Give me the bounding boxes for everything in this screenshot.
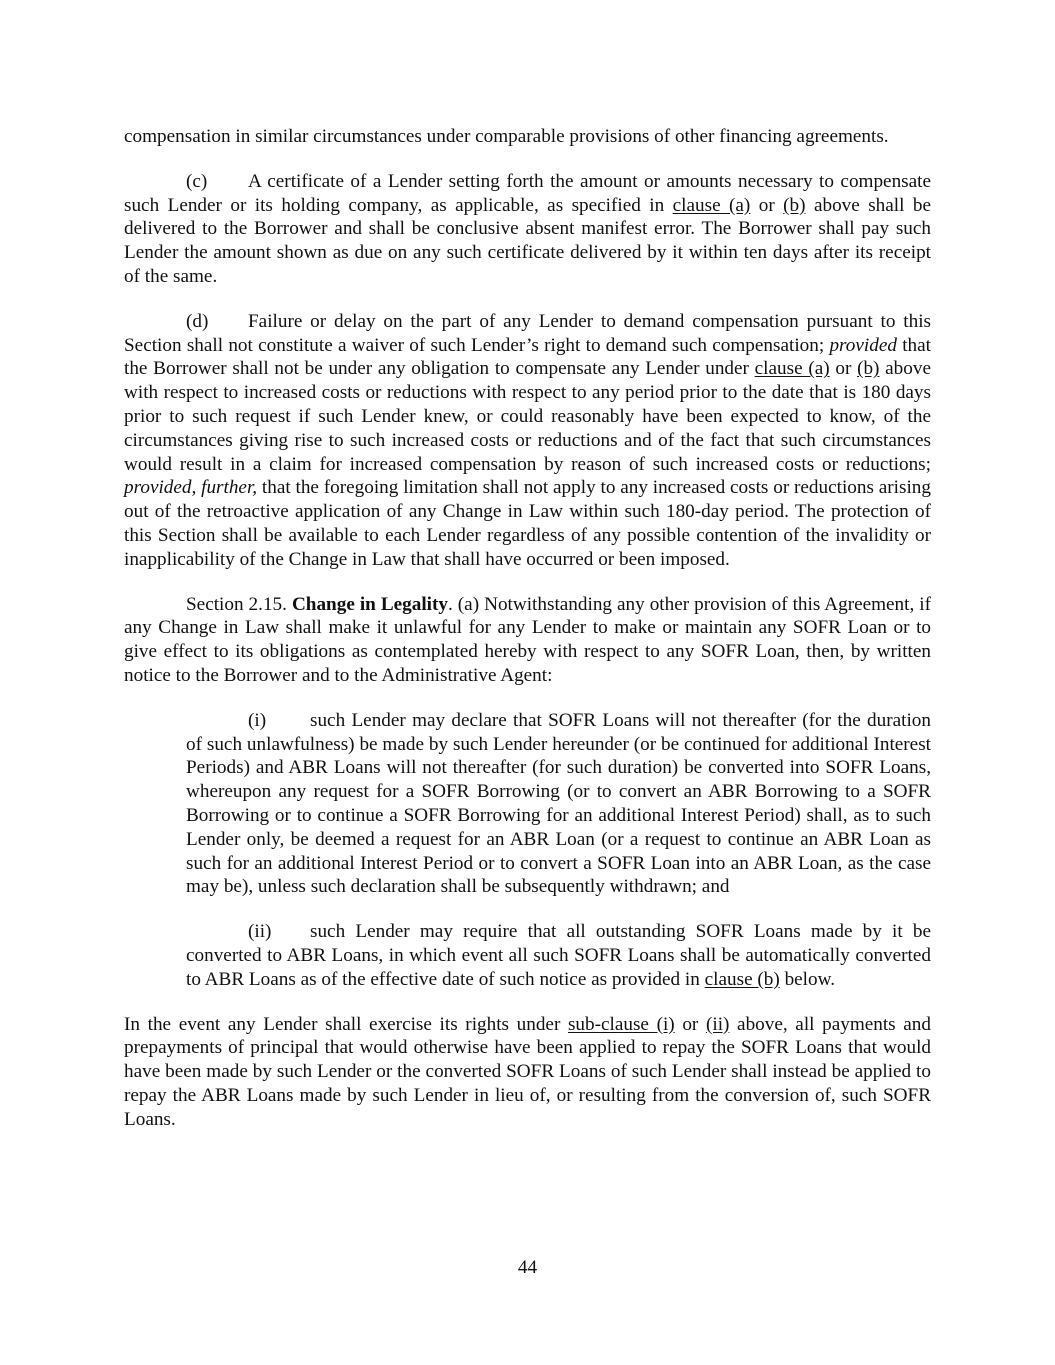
- clause-a-reference: clause (a): [754, 358, 830, 380]
- provided-further-term: provided, further,: [124, 477, 258, 499]
- section-number: Section 2.15.: [186, 593, 292, 615]
- clause-a-reference: clause (a): [672, 194, 751, 216]
- clause-b-reference: clause (b): [704, 968, 780, 990]
- clause-label-i: (i): [248, 709, 267, 731]
- paragraph-final: In the event any Lender shall exercise its rights under sub-clause (i) or (ii) above, all payments and prepayments of principal that would otherwise have been applied to repay the SOFR Loans that would have been made by such Lender or the converted SOFR Loans of such Lender shall instead be applied to repay the ABR Loans made by such Lender in lieu of, or resulting from the conversion of, such SOFR Loans.: [124, 1013, 931, 1130]
- provided-term: provided: [829, 334, 897, 356]
- paragraph-continuation: compensation in similar circumstances under comparable provisions of other financing agreements.: [124, 126, 889, 147]
- sub-clause-i-reference: sub-clause (i): [567, 1013, 675, 1035]
- section-heading: Change in Legality: [291, 593, 448, 615]
- document-page: [124, 125, 931, 1131]
- clause-b-reference: (b): [783, 194, 806, 216]
- clause-b-reference: (b): [857, 358, 880, 380]
- clause-label-ii: (ii): [248, 921, 272, 943]
- paragraph-d: (d) Failure or delay on the part of any Lender to demand compensation pursuant to this Section shall not constitute a waiver of such Lender’s right to demand such compensation; provided that the Borrower shall not be under any obligation to compensate any Lender under clause (a) or (b) above with respect to increased costs or reductions with respect to any period prior to the date that is 180 days prior to such request if such Lender knew, or could reasonably have been expected to know, of the circumstances giving rise to such increased costs or reductions and of the fact that such circumstances would result in a claim for increased compensation by reason of such increased costs or reductions; provided, further, that the foregoing limitation shall not apply to any increased costs or reductions arising out of the retroactive application of any Change in Law within such 180-day period. The protection of this Section shall be available to each Lender regardless of any possible contention of the invalidity or inapplicability of the Change in Law that shall have occurred or been imposed.: [124, 310, 931, 570]
- page-number: 44: [517, 1257, 538, 1278]
- paragraph-c: (c) A certificate of a Lender setting forth the amount or amounts necessary to compensate such Lender or its holding company, as applicable, as specified in clause (a) or (b) above shall be delivered to the Borrower and shall be conclusive absent manifest error. The Borrower shall pay such Lender the amount shown as due on any such certificate delivered by it within ten days after its receipt of the same.: [124, 170, 931, 287]
- subclause-ii: (ii) such Lender may require that all outstanding SOFR Loans made by it be converted to ABR Loans, in which event all such SOFR Loans shall be automatically converted to ABR Loans as of the effective date of such notice as provided in clause (b) below.: [186, 921, 931, 990]
- clause-label-d: (d): [186, 310, 209, 332]
- sub-clause-ii-reference: (ii): [705, 1013, 730, 1035]
- subclause-i: (i) such Lender may declare that SOFR Loans will not thereafter (for the duration of such unlawfulness) be made by such Lender hereunder (or be continued for additional Interest Periods) and ABR Loans will not thereafter (for such duration) be converted into SOFR Loans, whereupon any request for a SOFR Borrowing (or to convert an ABR Borrowing to a SOFR Borrowing or to continue a SOFR Borrowing for an additional Interest Period) shall, as to such Lender only, be deemed a request for an ABR Loan (or a request to continue an ABR Loan as such for an additional Interest Period or to convert a SOFR Loan into an ABR Loan, as the case may be), unless such declaration shall be subsequently withdrawn; and: [186, 709, 931, 898]
- clause-label-c: (c): [186, 170, 208, 192]
- section-2-15: Section 2.15. Change in Legality. (a) Notwithstanding any other provision of this Agreement, if any Change in Law shall make it unlawful for any Lender to make or maintain any SOFR Loan or to give effect to its obligations as contemplated hereby with respect to any SOFR Loan, then, by written notice to the Borrower and to the Administrative Agent:: [124, 593, 932, 686]
